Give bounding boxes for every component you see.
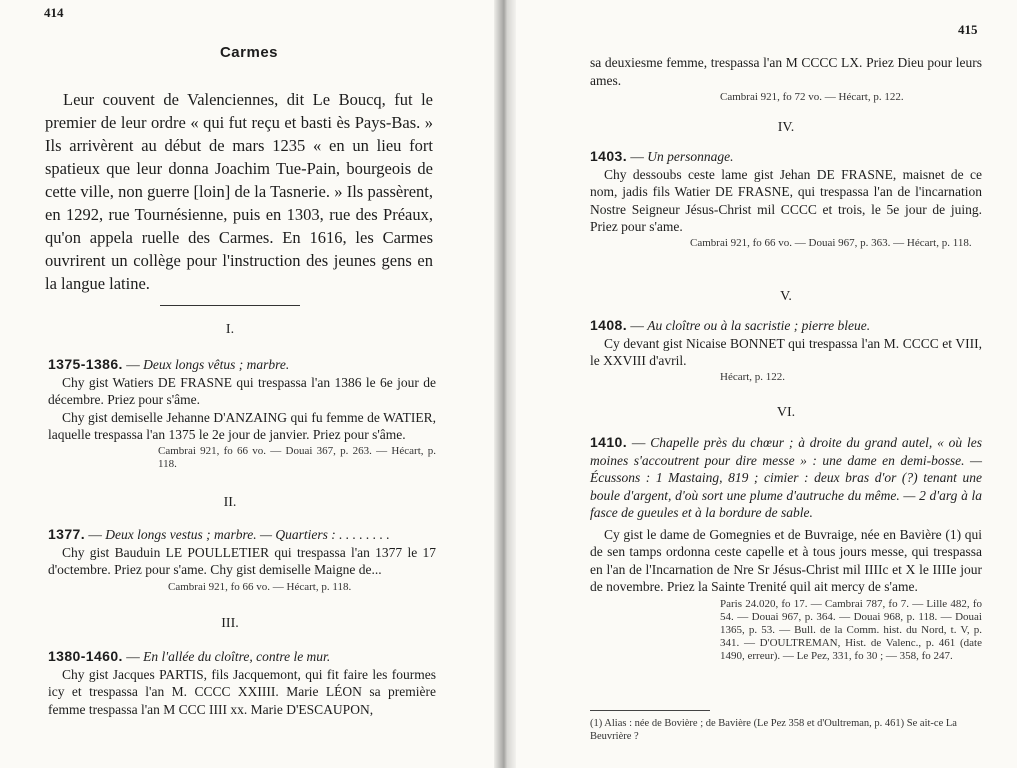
entry-description: Un personnage. <box>647 149 734 164</box>
source-reference: Cambrai 921, fo 72 vo. — Hécart, p. 122. <box>720 91 904 103</box>
intro-paragraph: Leur couvent de Valenciennes, dit Le Boucq, fut le premier de leur ordre « qui fut reçu et basti ès Pays-Bas. » Ils arrivèrent au début de mars 1235 « en un lieu fort spatieux que leur donna Joachim Tue-Pain, bourgeois de cette ville, non guerre [loin] de la Tasnerie. » Ils passèrent, en 1292, rue Tournésienne, puis en 1303, rue des Préaux, qu'on appela ruelle des Carmes. En 1616, les Carmes ouvrirent un collège pour l'instruction des jeunes gens en la langue latine. <box>45 90 433 293</box>
page-number-left: 414 <box>44 5 64 20</box>
entry-date: 1408. <box>590 317 628 333</box>
inscription: Cy devant gist Nicaise BONNET qui trespassa l'an M. CCCC et VIII, le XXVIII d'avril. <box>590 335 982 368</box>
entry-date: 1377. <box>48 526 86 542</box>
entry-5: 1408. — Au cloître ou à la sacristie ; pierre bleue. Cy devant gist Nicaise BONNET qui trespassa l'an M. CCCC et VIII, le XXVIII d'avril. Hécart, p. 122. <box>590 317 982 383</box>
inscription: Chy dessoubs ceste lame gist Jehan DE FRASNE, maisnet de ce nom, jadis fils Watier DE FRASNE, qui trespassa l'an de l'incarnation Nostre Seigneur Jésus-Christ mil CCCC et trois, le 5e jour de juing. Priez pour s'ame. <box>590 166 982 234</box>
entry-description: Au cloître ou à la sacristie ; pierre bleue. <box>647 318 871 333</box>
entry-description: Deux longs vestus ; marbre. — Quartiers : . . . . . . . . <box>105 527 390 542</box>
section-numeral-2: II. <box>223 495 237 510</box>
source-reference: Cambrai 921, fo 66 vo. — Douai 967, p. 363. — Hécart, p. 118. <box>690 236 972 249</box>
footnote-rule <box>590 710 710 711</box>
entry-description: Chapelle près du chœur ; à droite du grand autel, « où les moines s'accoutrent pour dire messe » : une dame en demi-bosse. — Écussons : 1 Mastaing, 819 ; cimier : deux bras d'or (?) tenant une boule d'argent, d'où sort une plume d'autruche du même. — 2 d'arg à la fasce de gueules et à la bordure de sable. <box>590 435 983 520</box>
entry-date: 1380-1460. <box>48 648 123 664</box>
source-reference: Paris 24.020, fo 17. — Cambrai 787, fo 7. — Lille 482, fo 54. — Douai 967, p. 364. — Douai 968, p. 118. — Douai 1365, p. 53. — Bull. de la Comm. hist. du Nord, t. V, p. 341. — D'OULTREMAN, Hist. de Valenc., p. 461 (date 1490, erreur). — Le Pez, 331, fo 30 ; — 358, fo 247. <box>720 597 982 662</box>
inscription: Cy gist le dame de Gomegnies et de Buvraige, née en Bavière (1) qui de sen tamps ordonna ceste capelle et à tous jours messe, qui trespassa en l'an de l'Incarnation de Nre Sr Jésus-Christ mil IIIIc et X le IIIIe jour de novembre. Priez la Sainte Trenité quil ait mercy de s'ame. <box>590 526 982 594</box>
page-number-right: 415 <box>958 22 978 37</box>
entry-description: En l'allée du cloître, contre le mur. <box>143 649 331 664</box>
entry-6: 1410. — Chapelle près du chœur ; à droite du grand autel, « où les moines s'accoutrent pour dire messe » : une dame en demi-bosse. — Écussons : 1 Mastaing, 819 ; cimier : deux bras d'or (?) tenant une boule d'argent, d'où sort une plume d'autruche du même. — 2 d'arg à la fasce de gueules et à la bordure de sable. Cy gist le dame de Gomegnies et de Buvraige, née en Bavière (1) qui de sen tamps ordonna ceste capelle et à tous jours messe, qui trespassa en l'an de l'Incarnation de Nre Sr Jésus-Christ mil IIIIc et X le IIIIe jour de novembre. Priez la Sainte Trenité quil ait mercy de s'ame. Paris 24.020, fo 17. — Cambrai 787, fo 7. — Lille 482, fo 54. — Douai 967, p. 364. — Douai 968, p. 118. — Douai 1365, p. 53. — Bull. de la Comm. hist. du Nord, t. V, p. 341. — D'OULTREMAN, Hist. de Valenc., p. 461 (date 1490, erreur). — Le Pez, 331, fo 30 ; — 358, fo 247. <box>590 434 983 662</box>
section-numeral-1: I. <box>225 322 235 337</box>
source-reference: Hécart, p. 122. <box>720 370 786 383</box>
section-numeral-6: VI. <box>776 405 796 420</box>
page-title: Carmes <box>219 44 279 61</box>
inscription: sa deuxiesme femme, trespassa l'an M CCCC LX. Priez Dieu pour leurs ames. <box>590 55 982 88</box>
entry-2: 1377. — Deux longs vestus ; marbre. — Quartiers : . . . . . . . . Chy gist Bauduin LE POULLETIER qui trespassa l'an 1377 le 17 d'octembre. Priez pour s'ame. Chy gist demiselle Maigne de... Cambrai 921, fo 66 vo. — Hécart, p. 118. <box>48 526 436 593</box>
inscription: Chy gist Bauduin LE POULLETIER qui trespassa l'an 1377 le 17 d'octembre. Priez pour s'ame. Chy gist demiselle Maigne de... <box>48 544 436 577</box>
entry-date: 1403. <box>590 148 628 164</box>
entry-date: 1375-1386. <box>48 356 123 372</box>
divider-rule <box>160 305 300 306</box>
continuation <box>590 54 982 104</box>
source-reference: Cambrai 921, fo 66 vo. — Douai 367, p. 263. — Hécart, p. 118. <box>158 444 436 470</box>
section-numeral-5: V. <box>780 289 792 304</box>
entry-1: 1375-1386. — Deux longs vêtus ; marbre. Chy gist Watiers DE FRASNE qui trespassa l'an 1386 le 6e jour de décembre. Priez pour s'âme. Chy gist demiselle Jehanne D'ANZAING qui fu femme de WATIER, laquelle trespassa l'an 1375 le 2e jour de janvier. Priez pour s'âme. Cambrai 921, fo 66 vo. — Douai 367, p. 263. — Hécart, p. 118. <box>48 356 436 470</box>
inscription: Chy gist Jacques PARTIS, fils Jacquemont, qui fit faire les fourmes icy et trespassa l'an M. CCCC XXIIII. Marie LÉON sa première femme trespassa l'an M CCC IIII xx. Marie D'ESCAUPON, <box>48 666 436 717</box>
entry-4: 1403. — Un personnage. Chy dessoubs ceste lame gist Jehan DE FRASNE, maisnet de ce nom, jadis fils Watier DE FRASNE, qui trespassa l'an de l'incarnation Nostre Seigneur Jésus-Christ mil CCCC et trois, le 5e jour de juing. Priez pour s'ame. Cambrai 921, fo 66 vo. — Douai 967, p. 363. — Hécart, p. 118. <box>590 148 982 249</box>
inscription: Chy gist demiselle Jehanne D'ANZAING qui fu femme de WATIER, laquelle trespassa l'an 1375 le 2e jour de janvier. Priez pour s'âme. <box>48 409 436 442</box>
right-page <box>510 0 1017 768</box>
left-page <box>0 0 498 768</box>
section-numeral-3: III. <box>221 616 239 631</box>
entry-date: 1410. <box>590 434 628 450</box>
inscription: Chy gist Watiers DE FRASNE qui trespassa l'an 1386 le 6e jour de décembre. Priez pour s'âme. <box>48 374 436 407</box>
source-reference: Cambrai 921, fo 66 vo. — Hécart, p. 118. <box>168 580 352 593</box>
entry-3: 1380-1460. — En l'allée du cloître, contre le mur. Chy gist Jacques PARTIS, fils Jacquemont, qui fit faire les fourmes icy et trespassa l'an M. CCCC XXIIII. Marie LÉON sa première femme trespassa l'an M CCC IIII xx. Marie D'ESCAUPON, <box>48 648 436 717</box>
section-numeral-4: IV. <box>777 120 795 135</box>
footnote: (1) Alias : née de Bovière ; de Bavière (Le Pez 358 et d'Oultreman, p. 461) Se ait-ce La Beuvrière ? <box>590 718 957 742</box>
entry-description: Deux longs vêtus ; marbre. <box>143 357 290 372</box>
